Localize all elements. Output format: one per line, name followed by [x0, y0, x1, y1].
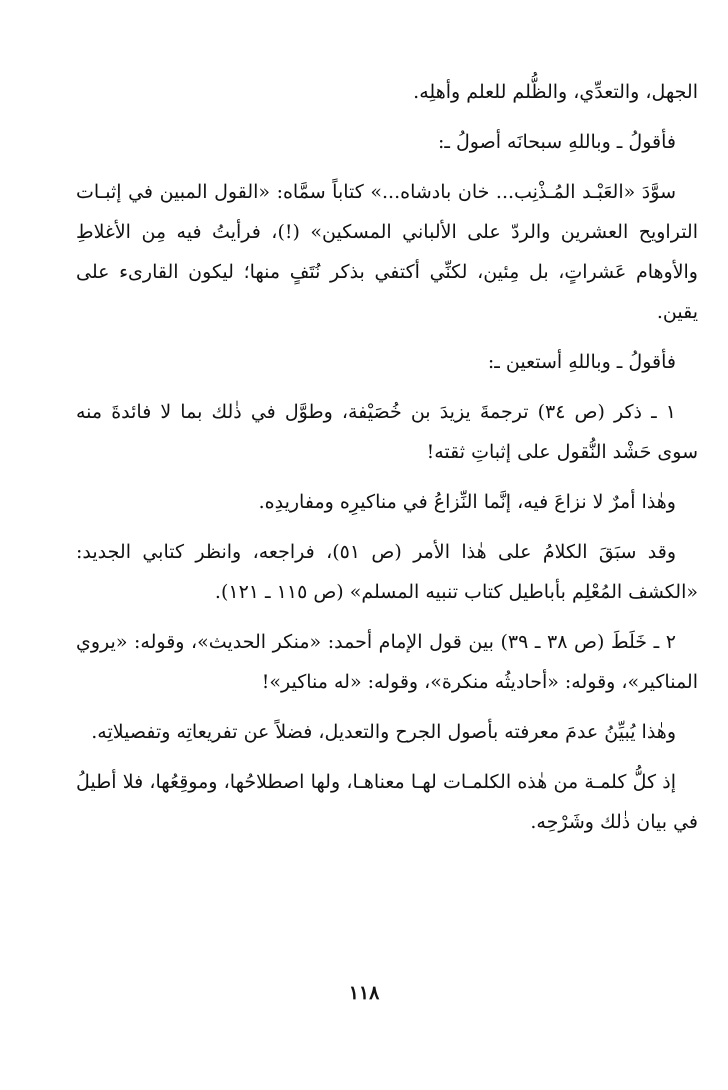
paragraph-7: وقد سبَقَ الكلامُ على هٰذا الأمر (ص ٥١)، فراجعه، وانظر كتابي الجديد: «الكشف المُعْلِم بأباطيل كتاب تنبيه المسلم» (ص ١١٥ ـ ١٢١). — [76, 541, 698, 603]
paragraph-3: سوَّدَ «العَبْـد المُـذْنِب... خان بادشاه...» كتاباً سمَّاه: «القول المبين في إثبـات التراويح العشرين والردّ على الألباني المسكين» (!)، فرأيتُ فيه مِن الأغلاطِ والأوهام عَشراتٍ، بل مِئين، لكنِّي أكتفي بذكر نُتَفٍ منها؛ ليكون القارىء على يقين. — [76, 181, 698, 323]
paragraph-10: إذ كلُّ كلمـة من هٰذه الكلمـات لهـا معناهـا، ولها اصطلاحُها، وموقِعُها، فلا أطيلُ في بيان ذٰلك وشَرْحِه. — [76, 771, 698, 833]
paragraph-1: الجهل، والتعدِّي، والظُّلم للعلم وأهلِه. — [413, 81, 698, 103]
page-body — [76, 72, 698, 842]
paragraph-6: وهٰذا أمرٌ لا نزاعَ فيه، إنَّما النِّزاعُ في مناكيرِه ومفاريدِه. — [258, 491, 676, 513]
paragraph-2: فأقولُ ـ وباللهِ سبحانَه أصولُ ـ: — [437, 131, 676, 153]
paragraph-5: ١ ـ ذكر (ص ٣٤) ترجمةَ يزيدَ بن خُصَيْفة، وطوَّل في ذٰلك بما لا فائدةَ منه سوى حَشْد النُّقول على إثباتِ ثقته! — [76, 401, 698, 463]
page-number: ١١٨ — [348, 982, 380, 1004]
paragraph-9: وهٰذا يُبيِّنُ عدمَ معرفته بأصول الجرح والتعديل، فضلاً عن تفريعاتِه وتفصيلاتِه. — [91, 721, 676, 743]
paragraph-4: فأقولُ ـ وباللهِ أستعين ـ: — [487, 351, 676, 373]
paragraph-8: ٢ ـ خَلَطَ (ص ٣٨ ـ ٣٩) بين قول الإمام أحمد: «منكر الحديث»، وقوله: «يروي المناكير»، وقوله: «أحاديثُه منكرة»، وقوله: «له مناكير»! — [76, 631, 698, 693]
